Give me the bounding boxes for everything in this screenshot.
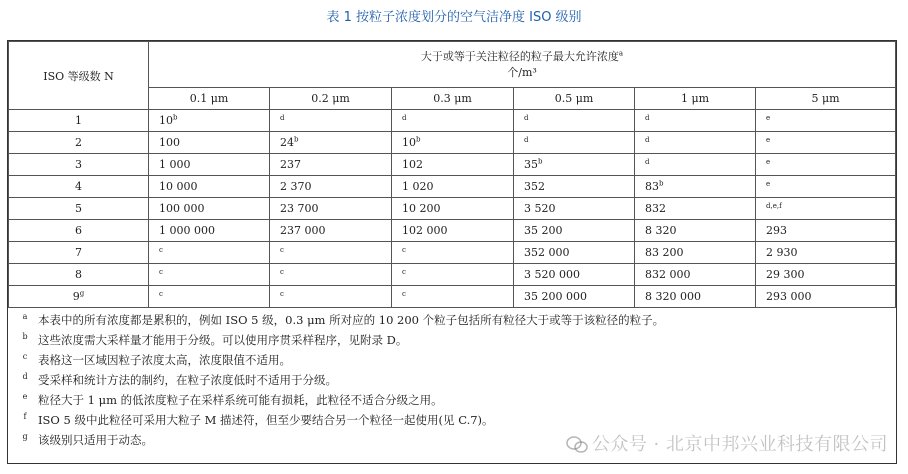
- iso-level-cell: 4: [9, 176, 149, 198]
- concentration-cell: 10$^b$: [149, 110, 270, 132]
- table-caption: 表 1 按粒子浓度划分的空气洁净度 ISO 级别: [326, 10, 582, 25]
- footnote-text: 受采样和统计方法的制约，在粒子浓度低时不适用于分级。: [38, 373, 337, 387]
- table-row: [9, 220, 896, 242]
- concentration-cell: 100: [149, 132, 270, 154]
- size-header: 0.3 μm: [392, 88, 514, 110]
- concentration-cell: d: [635, 110, 756, 132]
- concentration-cell: 2 370: [270, 176, 392, 198]
- table-notes: [8, 310, 895, 450]
- table-row: [9, 110, 896, 132]
- concentration-cell: 29 300: [756, 264, 896, 286]
- concentration-cell: c: [392, 264, 514, 286]
- concentration-cell: 35 200 000: [514, 286, 635, 308]
- iso-level-cell: 3: [9, 154, 149, 176]
- watermark: 公众号 · 北京中邦兴业科技有限公司: [566, 430, 888, 456]
- table-row: [9, 242, 896, 264]
- size-header: 0.5 μm: [514, 88, 635, 110]
- footnote-mark: a: [22, 312, 28, 321]
- concentration-cell: 832: [635, 198, 756, 220]
- concentration-cell: 293: [756, 220, 896, 242]
- footnote: [22, 370, 887, 390]
- concentration-cell: 293 000: [756, 286, 896, 308]
- wechat-icon: [566, 436, 588, 454]
- concentration-cell: 8 320 000: [635, 286, 756, 308]
- iso-level-cell: 9$^g$: [9, 286, 149, 308]
- concentration-cell: e: [756, 132, 896, 154]
- concentration-cell: 23 700: [270, 198, 392, 220]
- concentration-cell: 35$^b$: [514, 154, 635, 176]
- concentration-cell: 83 200: [635, 242, 756, 264]
- concentration-cell: c: [149, 242, 270, 264]
- concentration-cell: 1 000 000: [149, 220, 270, 242]
- table-row: [9, 264, 896, 286]
- footnote: [22, 390, 887, 410]
- concentration-cell: 102 000: [392, 220, 514, 242]
- footnote: [22, 310, 887, 330]
- concentration-cell: 24$^b$: [270, 132, 392, 154]
- table-row: [9, 154, 896, 176]
- concentration-cell: d: [392, 110, 514, 132]
- concentration-cell: 10 200: [392, 198, 514, 220]
- concentration-cell: 237 000: [270, 220, 392, 242]
- footnote-mark: f: [23, 412, 27, 421]
- concentration-cell: d,e,f: [756, 198, 896, 220]
- footnote-text: 表格这一区域因粒子浓度太高，浓度限值不适用。: [38, 353, 291, 367]
- iso-level-cell: 7: [9, 242, 149, 264]
- size-header: 0.2 μm: [270, 88, 392, 110]
- concentration-cell: c: [392, 286, 514, 308]
- concentration-cell: d: [635, 132, 756, 154]
- iso-level-header: ISO 等级数 N: [9, 42, 149, 110]
- concentration-cell: c: [149, 286, 270, 308]
- table-row: [9, 198, 896, 220]
- concentration-cell: 352 000: [514, 242, 635, 264]
- concentration-cell: e: [756, 154, 896, 176]
- concentration-cell: e: [756, 110, 896, 132]
- concentration-cell: 3 520 000: [514, 264, 635, 286]
- footnote-mark: d: [22, 372, 28, 381]
- iso-level-cell: 8: [9, 264, 149, 286]
- size-header: 1 μm: [635, 88, 756, 110]
- footnote-text: 这些浓度需大采样量才能用于分级。可以使用序贯采样程序，见附录 D。: [38, 333, 408, 347]
- concentration-cell: 10 000: [149, 176, 270, 198]
- concentration-cell: 35 200: [514, 220, 635, 242]
- footnote-mark: g: [22, 432, 28, 441]
- footnote-mark: c: [22, 352, 28, 361]
- footnote-text: 本表中的所有浓度都是累积的，例如 ISO 5 级，0.3 μm 所对应的 10 200 个粒子包括所有粒径大于或等于该粒径的粒子。: [38, 313, 665, 327]
- unit-label: 个/m³: [507, 65, 537, 79]
- concentration-cell: 83$^b$: [635, 176, 756, 198]
- iso-class-table: [8, 41, 896, 308]
- concentration-cell: 102: [392, 154, 514, 176]
- footnote: [22, 330, 887, 350]
- concentration-cell: 237: [270, 154, 392, 176]
- iso-class-table-frame: [7, 40, 897, 464]
- footnote-text: 粒径大于 1 μm 的低浓度粒子在采样系统可能有损耗，此粒径不适合分级之用。: [38, 393, 443, 407]
- table-row: [9, 176, 896, 198]
- concentration-cell: d: [635, 154, 756, 176]
- table-row: [9, 286, 896, 308]
- iso-level-cell: 1: [9, 110, 149, 132]
- footnote: [23, 410, 887, 430]
- concentration-cell: c: [270, 242, 392, 264]
- concentration-cell: c: [392, 242, 514, 264]
- concentration-cell: d: [514, 132, 635, 154]
- size-header: 5 μm: [756, 88, 896, 110]
- concentration-cell: c: [270, 286, 392, 308]
- iso-level-cell: 2: [9, 132, 149, 154]
- concentration-cell: 8 320: [635, 220, 756, 242]
- concentration-group-header: 大于或等于关注粒径的粒子最大允许浓度$^a$ 个/m³: [149, 42, 896, 88]
- iso-level-cell: 6: [9, 220, 149, 242]
- concentration-cell: 352: [514, 176, 635, 198]
- concentration-cell: c: [270, 264, 392, 286]
- concentration-cell: 2 930: [756, 242, 896, 264]
- footnote-text: ISO 5 级中此粒径可采用大粒子 M 描述符，但至少要结合另一个粒径一起使用(见 C.7)。: [38, 413, 494, 427]
- iso-level-cell: 5: [9, 198, 149, 220]
- footnote-mark: b: [22, 332, 28, 341]
- concentration-cell: d: [514, 110, 635, 132]
- concentration-cell: e: [756, 176, 896, 198]
- concentration-cell: 100 000: [149, 198, 270, 220]
- concentration-cell: 10$^b$: [392, 132, 514, 154]
- concentration-cell: 3 520: [514, 198, 635, 220]
- concentration-cell: c: [149, 264, 270, 286]
- footnote-text: 该级别只适用于动态。: [38, 433, 153, 447]
- table-row: [9, 132, 896, 154]
- concentration-cell: 832 000: [635, 264, 756, 286]
- size-header: 0.1 μm: [149, 88, 270, 110]
- footnote: [22, 350, 887, 370]
- footnote-mark: e: [22, 392, 28, 401]
- concentration-cell: d: [270, 110, 392, 132]
- concentration-cell: 1 020: [392, 176, 514, 198]
- concentration-cell: 1 000: [149, 154, 270, 176]
